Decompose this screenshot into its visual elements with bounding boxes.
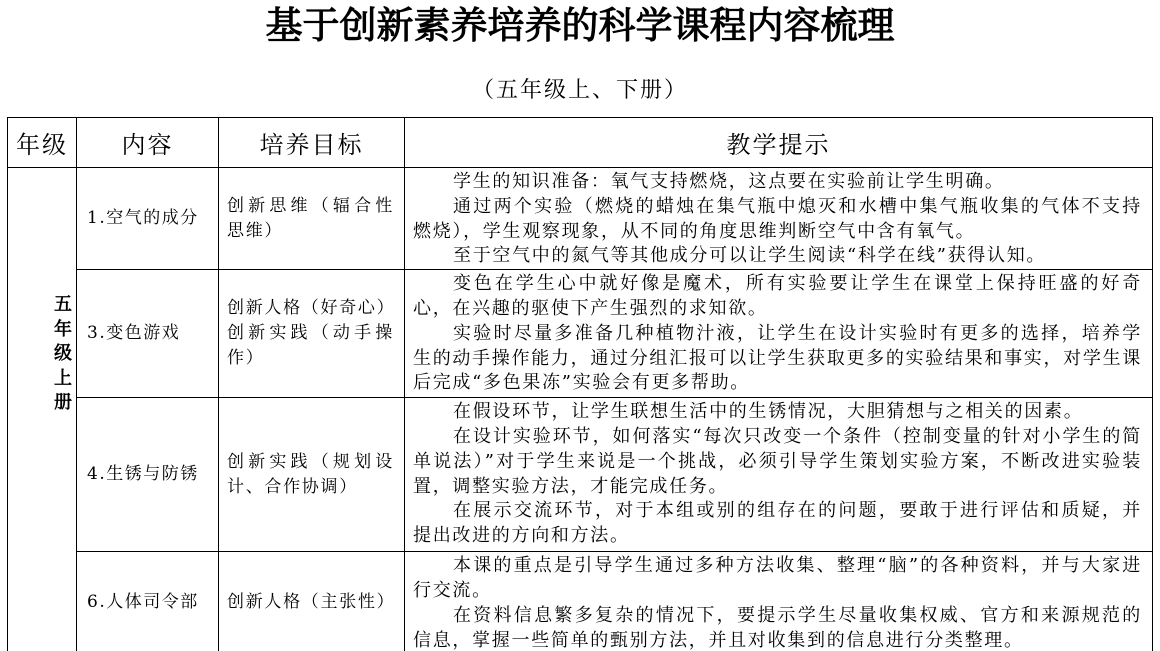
tip-paragraph: 变色在学生心中就好像是魔术，所有实验要让学生在课堂上保持旺盛的好奇心，在兴趣的驱使下产生强烈的求知欲。 (413, 273, 1142, 319)
goal-text: 创新思维（辐合性思维） (227, 195, 394, 241)
header-content: 内容 (77, 118, 219, 168)
tips-cell (405, 168, 1153, 270)
header-tips: 教学提示 (405, 118, 1153, 168)
tips-cell (405, 552, 1153, 651)
tips-cell (405, 270, 1153, 398)
tip-paragraph: 在设计实验环节，如何落实“每次只改变一个条件（控制变量的针对小学生的简单说法）”对于学生来说是一个挑战，必须引导学生策划实验方案，不断改进实验装置，调整实验方法，才能完成任务。 (413, 425, 1142, 497)
table-row (8, 168, 1153, 270)
goal-text: 创新实践（规划设计、合作协调） (227, 451, 394, 497)
tip-paragraph: 在假设环节，让学生联想生活中的生锈情况，大胆猜想与之相关的因素。 (453, 401, 1084, 423)
header-goal: 培养目标 (219, 118, 405, 168)
tip-paragraph: 至于空气中的氮气等其他成分可以让学生阅读“科学在线”获得认知。 (453, 245, 1047, 267)
curriculum-table (7, 117, 1153, 651)
tip-paragraph: 在资料信息繁多复杂的情况下，要提示学生尽量收集权威、官方和来源规范的信息，掌握一些简单的甄别方法，并且对收集到的信息进行分类整理。 (413, 604, 1142, 651)
grade-label: 五年级上册 (54, 294, 72, 413)
lesson-cell: 3.变色游戏 (77, 270, 219, 398)
tip-paragraph: 本课的重点是引导学生通过多种方法收集、整理“脑”的各种资料，并与大家进行交流。 (413, 555, 1142, 601)
goal-cell (219, 270, 405, 398)
header-grade: 年级 (8, 118, 77, 168)
tip-paragraph: 在展示交流环节，对于本组或别的组存在的问题，要敢于进行评估和质疑，并提出改进的方向和方法。 (413, 500, 1142, 547)
lesson-cell: 1.空气的成分 (77, 168, 219, 270)
table-row (8, 552, 1153, 651)
tip-paragraph: 通过两个实验（燃烧的蜡烛在集气瓶中熄灭和水槽中集气瓶收集的气体不支持燃烧），学生观察现象，从不同的角度思维判断空气中含有氧气。 (413, 195, 1142, 242)
goal-cell (219, 552, 405, 651)
goal-cell (219, 398, 405, 552)
goal-text: 创新人格（好奇心） (227, 298, 396, 319)
document-subtitle: （五年级上、下册） (471, 78, 688, 103)
goal-cell (219, 168, 405, 270)
tips-cell (405, 398, 1153, 552)
table-row (8, 398, 1153, 552)
table-header-row (8, 118, 1153, 168)
grade-cell (8, 168, 77, 651)
document-title: 基于创新素养培养的科学课程内容梳理 (265, 3, 895, 47)
tip-paragraph: 学生的知识准备：氧气支持燃烧，这点要在实验前让学生明确。 (453, 171, 1005, 192)
goal-text: 创新人格（主张性） (227, 592, 396, 613)
lesson-cell: 6.人体司令部 (77, 552, 219, 651)
tip-paragraph: 实验时尽量多准备几种植物汁液，让学生在设计实验时有更多的选择，培养学生的动手操作能力，通过分组汇报可以让学生获取更多的实验结果和事实，对学生课后完成“多色果冻”实验会有更多帮助。 (413, 322, 1142, 394)
lesson-cell: 4.生锈与防锈 (77, 398, 219, 552)
table-row (8, 270, 1153, 398)
goal-text: 创新实践（动手操作） (227, 323, 394, 369)
